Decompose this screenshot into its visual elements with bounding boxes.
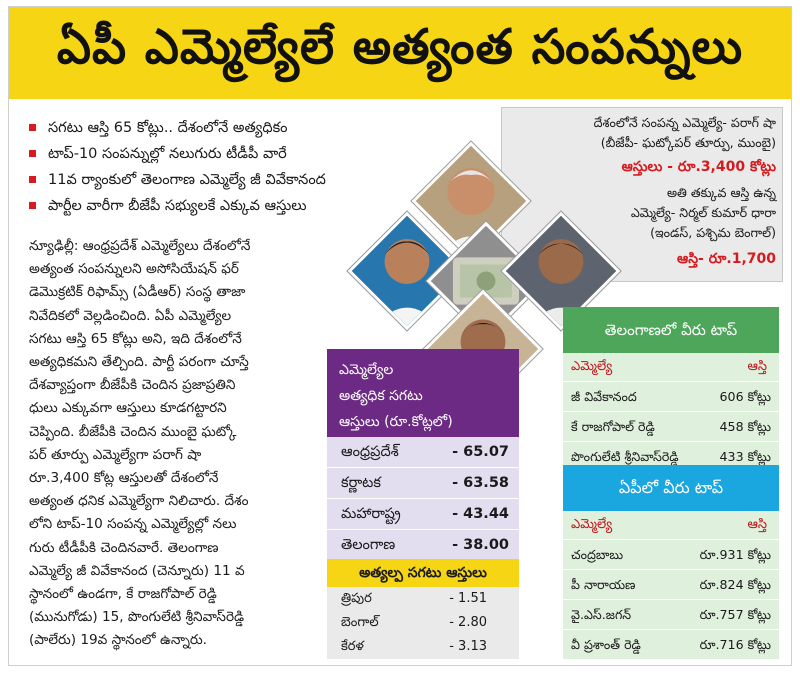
- table-row: వై.ఎస్‌.జగన్‌ రూ.757 కోట్లు: [563, 600, 779, 630]
- body-line: (పాలేరు) 19వ స్థానంలో ఉన్నారు.: [29, 632, 207, 649]
- table-row: పీ నారాయణ రూ.824 కోట్లు: [563, 570, 779, 600]
- body-line: లోని టాప్‌-10 సంపన్న ఎమ్మెల్యేల్లో నలు: [29, 516, 237, 533]
- bullet-item: టాప్‌-10 సంపన్నుల్లో నలుగురు టీడీపీ వారే: [29, 141, 499, 167]
- body-line: ధులు ఎక్కువగా ఆస్తులు కూడగట్టారని: [29, 400, 227, 417]
- bullet-square-icon: [29, 202, 36, 209]
- lowest-assets-table: [327, 587, 519, 659]
- bullet-square-icon: [29, 124, 36, 131]
- body-line: అత్యంత ధనిక ఎమ్మెల్యేగా నిలిచారు. దేశం: [29, 493, 249, 510]
- body-line: నివేదికలో వెల్లడించింది. ఏపీ ఎమ్మెల్యేల: [29, 307, 232, 324]
- body-line: స్థానంలో ఉండగా, కే రాజగోపాల్‌ రెడ్డి: [29, 586, 217, 603]
- table-row: బెంగాల్‌ - 2.80: [341, 615, 487, 630]
- table-row: వీ ప్రశాంత్‌ రెడ్డి రూ.716 కోట్లు: [563, 630, 779, 660]
- article-body: [29, 235, 319, 653]
- body-line: డెమొక్రటిక్‌ రిఫామ్స్‌ (ఏడీఆర్‌) సంస్థ తాజా: [29, 284, 246, 301]
- body-line: అత్యధికమని తేల్చింది. పార్టీ పరంగా చూస్తే: [29, 354, 249, 371]
- telangana-top-title: తెలంగాణలో వీరు టాప్‌: [563, 307, 779, 353]
- body-line: దేశవ్యాప్తంగా బీజేపీకి చెందిన ప్రజాప్రతిని: [29, 377, 236, 394]
- bullet-item: 11వ ర్యాంకులో తెలంగాణ ఎమ్మెల్యే జీ వివేకానంద: [29, 167, 499, 193]
- body-line: చెప్పింది. బీజేపీకి చెందిన ముంబై ఘట్కో: [29, 423, 237, 440]
- table-header: ఎమ్మెల్యే ఆస్తి: [563, 511, 779, 540]
- infobox-line: దేశంలోనే సంపన్న ఎమ్మెల్యే- పరాగ్‌ షా: [593, 115, 776, 130]
- table-row: ఆంధ్రప్రదేశ్‌ - 65.07: [327, 437, 519, 468]
- telangana-top-table: [563, 353, 779, 472]
- bullet-square-icon: [29, 176, 36, 183]
- table-row: చంద్రబాబు రూ.931 కోట్లు: [563, 540, 779, 570]
- infobox-line: (బీజేపీ- ఘట్కోపర్‌ తూర్పు, ముంబై): [600, 135, 776, 150]
- body-line: సగటు ఆస్తి 65 కోట్లు అని, ఇది దేశంలోనే: [29, 330, 242, 347]
- poorest-asset-value: ఆస్తి- రూ.1,700: [677, 251, 776, 267]
- body-line: పర్‌ తూర్పు ఎమ్మెల్యేగా పరాగ్‌ షా: [29, 446, 202, 463]
- table-row: కర్ణాటక - 63.58: [327, 468, 519, 499]
- table-row: జీ వివేకానంద 606 కోట్లు: [563, 382, 779, 412]
- headline: ఏపీ ఎమ్మెల్యేలే అత్యంత సంపన్నులు: [9, 7, 791, 99]
- table-row: పొంగులేటి శ్రీనివాస్‌రెడ్డి 433 కోట్లు: [563, 442, 779, 472]
- table-row: కే రాజగోపాల్‌ రెడ్డి 458 కోట్లు: [563, 412, 779, 442]
- lowest-assets-title: అత్యల్ప సగటు ఆస్తులు: [327, 559, 519, 587]
- avg-title-line: అత్యధిక సగటు: [339, 388, 423, 404]
- avg-assets-table: [327, 437, 519, 561]
- bullet-item: సగటు ఆస్తి 65 కోట్లు.. దేశంలోనే అత్యధికం: [29, 115, 499, 141]
- avg-assets-title-box: [327, 349, 519, 437]
- ap-top-title: ఏపీలో వీరు టాప్‌: [563, 465, 779, 511]
- avg-title-line: ఎమ్మెల్యేల: [339, 362, 394, 378]
- body-line: (మునుగోడు) 15, పొంగులేటి శ్రీనివాస్‌రెడ్డి: [29, 609, 245, 626]
- table-row: కేరళ - 3.13: [341, 639, 487, 654]
- bullet-square-icon: [29, 150, 36, 157]
- infobox-line: ఎమ్మెల్యే- నిర్మల్‌ కుమార్‌ ధారా: [630, 205, 776, 220]
- infobox-line: అతి తక్కువ ఆస్తి ఉన్న: [666, 185, 776, 200]
- richest-asset-value: ఆస్తులు - రూ.3,400 కోట్లు: [621, 159, 776, 175]
- infobox-line: (ఇండస్‌, పశ్చిమ బెంగాల్‌): [650, 225, 776, 240]
- avg-title-line: ఆస్తులు (రూ.కోట్లలో): [339, 414, 453, 430]
- body-line: రూ.3,400 కోట్ల ఆస్తులతో దేశంలోనే: [29, 470, 219, 487]
- table-header: ఎమ్మెల్యే ఆస్తి: [563, 353, 779, 382]
- body-line: ఎమ్మెల్యే జీ వివేకానంద (చెన్నూరు) 11 వ: [29, 562, 245, 579]
- table-row: త్రిపుర - 1.51: [341, 591, 487, 606]
- news-article: [8, 6, 792, 666]
- body-line: అత్యంత సంపన్నులని అసోసియేషన్‌ ఫర్‌: [29, 261, 239, 278]
- bullet-item: పార్టీల వారీగా బీజేపీ సభ్యులకే ఎక్కువ ఆస్తులు: [29, 193, 499, 219]
- ap-top-table: [563, 511, 779, 660]
- body-line: న్యూఢిల్లీ: ఆంధ్రప్రదేశ్‌ ఎమ్మెల్యేలు దేశంలోనే: [29, 238, 251, 254]
- table-row: మహారాష్ట్ర - 43.44: [327, 499, 519, 530]
- body-line: గురు టీడీపీకి చెందినవారే. తెలంగాణ: [29, 539, 219, 556]
- table-row: తెలంగాణ - 38.00: [327, 530, 519, 561]
